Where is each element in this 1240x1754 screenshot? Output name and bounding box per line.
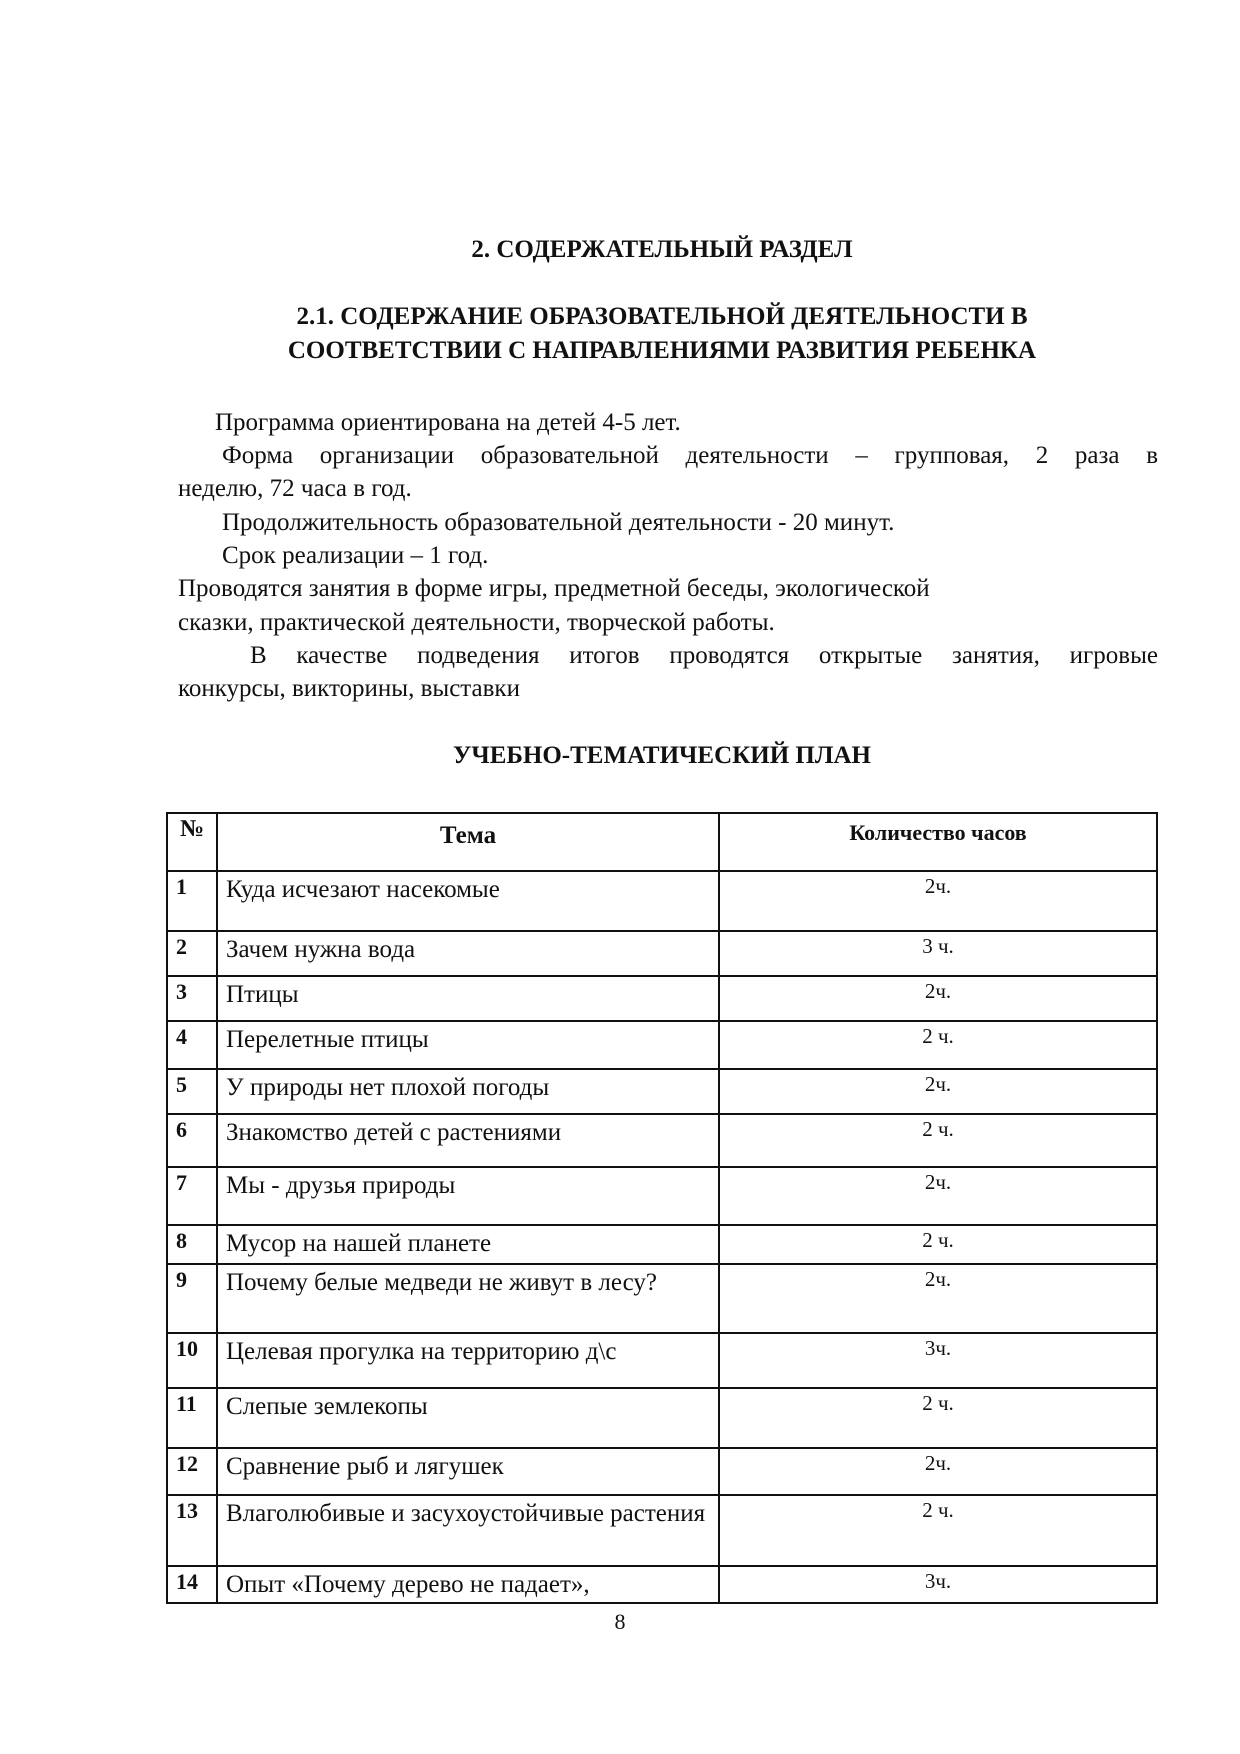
plan-title: УЧЕБНО-ТЕМАТИЧЕСКИЙ ПЛАН: [453, 742, 871, 769]
row-hours: 2 ч.: [719, 1021, 1157, 1069]
row-topic: Мусор на нашей планете: [217, 1225, 719, 1264]
row-hours: 3ч.: [719, 1566, 1157, 1603]
table-row: [167, 1495, 1157, 1566]
header-topic: Тема: [217, 813, 719, 871]
row-number: 7: [167, 1167, 217, 1225]
row-number: 14: [167, 1566, 217, 1603]
row-topic: Перелетные птицы: [217, 1021, 719, 1069]
row-number: 4: [167, 1021, 217, 1069]
table-row: [167, 1333, 1157, 1388]
row-number: 3: [167, 976, 217, 1021]
row-topic: Куда исчезают насекомые: [217, 871, 719, 931]
row-topic: Сравнение рыб и лягушек: [217, 1448, 719, 1495]
paragraph-line: конкурсы, викторины, выставки: [178, 675, 520, 702]
header-hours: Количество часов: [719, 813, 1157, 871]
row-topic: Опыт «Почему дерево не падает»,: [217, 1566, 719, 1603]
table-row: [167, 1167, 1157, 1225]
row-hours: 2ч.: [719, 871, 1157, 931]
paragraph-line: Программа ориентирована на детей 4-5 лет.: [215, 409, 681, 436]
page-number: 8: [614, 1609, 626, 1634]
paragraph-line: Проводятся занятия в форме игры, предметной беседы, экологической: [178, 575, 930, 602]
paragraph-line: сказки, практической деятельности, творческой работы.: [178, 609, 775, 636]
row-hours: 3ч.: [719, 1333, 1157, 1388]
paragraph-line: Продолжительность образовательной деятельности - 20 минут.: [222, 509, 895, 536]
subsection-title-line2: СООТВЕТСТВИИ С НАПРАВЛЕНИЯМИ РАЗВИТИЯ РЕБЕНКА: [287, 337, 1037, 364]
thematic-plan-table: [166, 812, 1158, 1604]
table-row: [167, 871, 1157, 931]
row-number: 9: [167, 1264, 217, 1333]
row-hours: 2 ч.: [719, 1114, 1157, 1167]
row-topic: Мы - друзья природы: [217, 1167, 719, 1225]
row-hours: 2ч.: [719, 1167, 1157, 1225]
table-row: [167, 931, 1157, 976]
table-row: [167, 1069, 1157, 1114]
row-topic: У природы нет плохой погоды: [217, 1069, 719, 1114]
row-number: 5: [167, 1069, 217, 1114]
row-number: 6: [167, 1114, 217, 1167]
row-topic: Влаголюбивые и засухоустойчивые растения: [217, 1495, 719, 1566]
row-hours: 2ч.: [719, 976, 1157, 1021]
row-number: 11: [167, 1388, 217, 1448]
row-topic: Целевая прогулка на территорию д\с: [217, 1333, 719, 1388]
paragraph-line: неделю, 72 часа в год.: [178, 475, 412, 502]
table-row: [167, 1448, 1157, 1495]
table-row: [167, 1225, 1157, 1264]
table-header-row: [167, 813, 1157, 871]
header-number: №: [167, 813, 217, 871]
table-row: [167, 1388, 1157, 1448]
row-hours: 2 ч.: [719, 1225, 1157, 1264]
row-hours: 2ч.: [719, 1448, 1157, 1495]
row-number: 2: [167, 931, 217, 976]
row-hours: 2 ч.: [719, 1388, 1157, 1448]
row-topic: Зачем нужна вода: [217, 931, 719, 976]
row-number: 1: [167, 871, 217, 931]
row-topic: Птицы: [217, 976, 719, 1021]
table-row: [167, 1566, 1157, 1603]
paragraph-line: Срок реализации – 1 год.: [222, 542, 489, 569]
paragraph-line: Форма организации образовательной деятельности – групповая, 2 раза в: [222, 442, 1158, 469]
row-hours: 2ч.: [719, 1264, 1157, 1333]
row-topic: Знакомство детей с растениями: [217, 1114, 719, 1167]
row-number: 13: [167, 1495, 217, 1566]
table-row: [167, 1021, 1157, 1069]
row-number: 10: [167, 1333, 217, 1388]
row-hours: 3 ч.: [719, 931, 1157, 976]
subsection-title-line1: 2.1. СОДЕРЖАНИЕ ОБРАЗОВАТЕЛЬНОЙ ДЕЯТЕЛЬНОСТИ В: [296, 303, 1028, 330]
paragraph-line: В качестве подведения итогов проводятся открытые занятия, игровые: [250, 642, 1158, 669]
row-number: 8: [167, 1225, 217, 1264]
row-topic: Почему белые медведи не живут в лесу?: [217, 1264, 719, 1333]
table-row: [167, 1114, 1157, 1167]
row-number: 12: [167, 1448, 217, 1495]
table-row: [167, 976, 1157, 1021]
row-hours: 2 ч.: [719, 1495, 1157, 1566]
section-title: 2. СОДЕРЖАТЕЛЬНЫЙ РАЗДЕЛ: [471, 236, 853, 263]
row-topic: Слепые землекопы: [217, 1388, 719, 1448]
row-hours: 2ч.: [719, 1069, 1157, 1114]
table-row: [167, 1264, 1157, 1333]
